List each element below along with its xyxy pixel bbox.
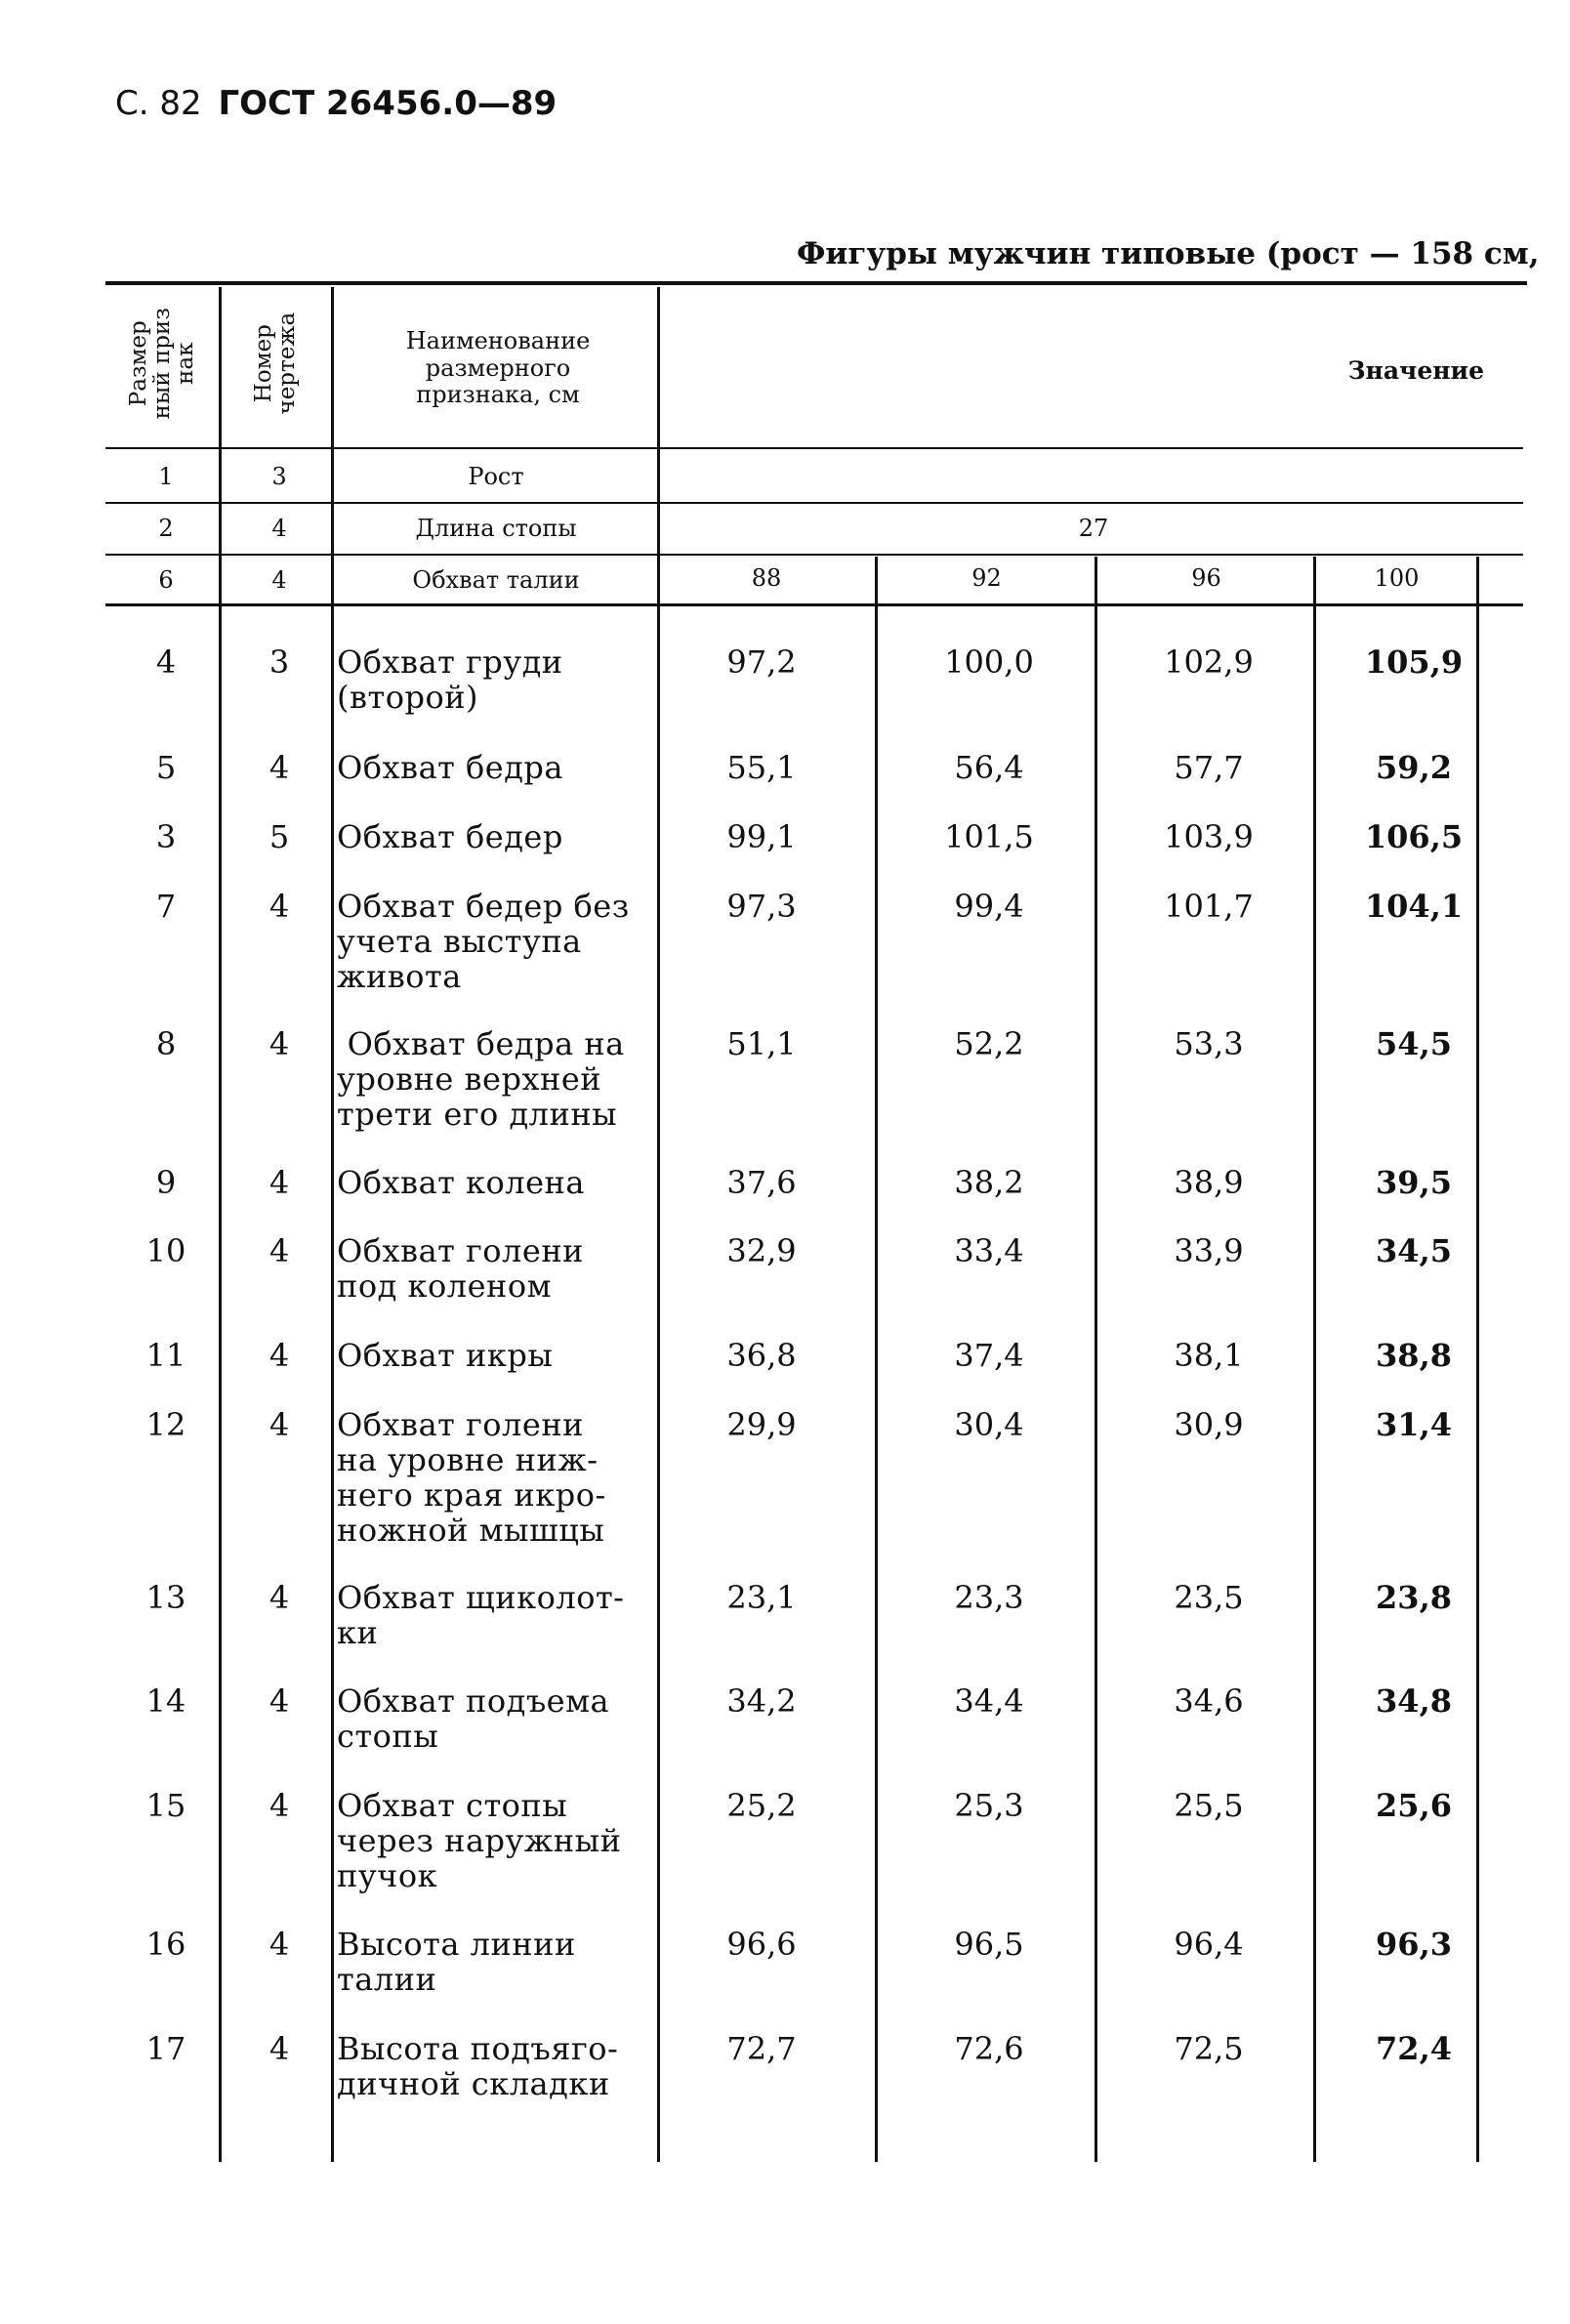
- row-size-number: 3: [155, 818, 177, 855]
- header-feature-name: Наименование размерного признака, см: [405, 327, 591, 409]
- row-size-number: 12: [145, 1406, 186, 1443]
- row-value: 31,4: [1376, 1406, 1452, 1443]
- row-value: 97,2: [726, 643, 797, 681]
- row-drawing-number: 4: [269, 1682, 290, 1720]
- row-drawing-number: 4: [269, 1164, 290, 1201]
- row-feature-name: Обхват стопы через наружный пучок: [337, 1787, 622, 1894]
- row-value: 25,2: [726, 1787, 797, 1824]
- row-feature-name: Обхват бедра: [337, 749, 563, 786]
- row-value: 96,3: [1376, 1926, 1452, 1963]
- row-value: 96,4: [1174, 1926, 1244, 1963]
- subrow-drawing: 4: [271, 515, 287, 542]
- row-size-number: 4: [155, 643, 177, 681]
- row-feature-name: Обхват щиколот- ки: [337, 1579, 625, 1651]
- row-size-number: 7: [155, 888, 177, 925]
- row-size-number: 15: [145, 1787, 186, 1824]
- row-value: 30,4: [954, 1406, 1024, 1443]
- row-feature-name: Высота подъяго- дичной складки: [337, 2030, 619, 2102]
- row-drawing-number: 5: [269, 818, 290, 855]
- row-size-number: 17: [145, 2030, 186, 2067]
- header-drawing-number: Номер чертежа: [250, 311, 300, 415]
- subrow-name: Рост: [468, 463, 524, 490]
- row-value: 99,4: [954, 888, 1024, 925]
- row-rule-2: [105, 554, 1523, 556]
- row-size-number: 5: [155, 749, 177, 786]
- row-size-number: 16: [145, 1926, 186, 1963]
- col-divider-6: [1313, 557, 1316, 2162]
- row-feature-name: Обхват бедер без учета выступа живота: [337, 888, 630, 995]
- row-value: 72,4: [1376, 2030, 1452, 2067]
- row-value: 72,7: [726, 2030, 797, 2067]
- row-drawing-number: 4: [269, 1787, 290, 1824]
- row-value: 102,9: [1164, 643, 1254, 681]
- row-value: 54,5: [1376, 1025, 1452, 1062]
- row-value: 25,6: [1376, 1787, 1452, 1824]
- row-value: 38,2: [954, 1164, 1024, 1201]
- row-size-number: 8: [155, 1025, 177, 1062]
- row-value: 56,4: [954, 749, 1024, 786]
- row-feature-name: Обхват бедра на уровне верхней трети его длины: [337, 1025, 625, 1133]
- row-value: 104,1: [1364, 888, 1464, 925]
- row-value: 23,1: [726, 1579, 797, 1616]
- subrow-value: 27: [1078, 515, 1109, 542]
- row-value: 33,9: [1174, 1232, 1244, 1269]
- col-divider-3: [657, 287, 660, 2162]
- waist-value: 88: [751, 564, 782, 592]
- row-value: 72,5: [1174, 2030, 1244, 2067]
- row-drawing-number: 3: [269, 643, 290, 681]
- row-value: 25,5: [1174, 1787, 1244, 1824]
- row-feature-name: Обхват голени на уровне ниж- него края икро- ножной мышцы: [337, 1406, 606, 1549]
- header-end-rule: [105, 603, 1523, 606]
- row-value: 36,8: [726, 1337, 797, 1374]
- row-feature-name: Обхват подъема стопы: [337, 1682, 610, 1755]
- row-value: 29,9: [726, 1406, 797, 1443]
- row-value: 25,3: [954, 1787, 1024, 1824]
- row-value: 52,2: [954, 1025, 1024, 1062]
- row-feature-name: Обхват груди (второй): [337, 643, 563, 716]
- row-feature-name: Обхват колена: [337, 1164, 585, 1201]
- waist-value: 100: [1374, 564, 1420, 592]
- row-value: 34,2: [726, 1682, 797, 1720]
- row-value: 37,6: [726, 1164, 797, 1201]
- row-value: 101,5: [944, 818, 1034, 855]
- row-rule-1: [105, 502, 1523, 504]
- col-divider-4: [875, 557, 878, 2162]
- row-value: 30,9: [1174, 1406, 1244, 1443]
- row-value: 97,3: [726, 888, 797, 925]
- row-value: 39,5: [1376, 1164, 1452, 1201]
- row-value: 23,3: [954, 1579, 1024, 1616]
- standard-code: ГОСТ 26456.0—89: [218, 84, 558, 123]
- row-value: 57,7: [1174, 749, 1244, 786]
- row-value: 96,6: [726, 1926, 797, 1963]
- row-drawing-number: 4: [269, 1337, 290, 1374]
- row-size-number: 9: [155, 1164, 177, 1201]
- waist-name: Обхват талии: [412, 566, 580, 594]
- row-size-number: 14: [145, 1682, 186, 1720]
- table-top-rule: [105, 281, 1527, 285]
- waist-drawing: 4: [271, 566, 287, 594]
- row-feature-name: Обхват икры: [337, 1337, 554, 1374]
- row-value: 32,9: [726, 1232, 797, 1269]
- waist-size: 6: [158, 566, 174, 594]
- row-value: 33,4: [954, 1232, 1024, 1269]
- subrow-drawing: 3: [271, 463, 287, 490]
- row-drawing-number: 4: [269, 1579, 290, 1616]
- row-drawing-number: 4: [269, 1406, 290, 1443]
- row-value: 96,5: [954, 1926, 1024, 1963]
- row-value: 34,5: [1376, 1232, 1452, 1269]
- row-value: 38,1: [1174, 1337, 1244, 1374]
- header-size-feature: Размер ный приз нак: [125, 307, 199, 420]
- subrow-name: Длина стопы: [415, 515, 577, 542]
- waist-value: 92: [971, 564, 1002, 592]
- row-size-number: 10: [145, 1232, 186, 1269]
- row-value: 53,3: [1174, 1025, 1244, 1062]
- row-value: 34,4: [954, 1682, 1024, 1720]
- row-drawing-number: 4: [269, 2030, 290, 2067]
- row-value: 106,5: [1364, 818, 1464, 855]
- row-drawing-number: 4: [269, 1232, 290, 1269]
- subrow-size: 2: [158, 515, 174, 542]
- row-size-number: 13: [145, 1579, 186, 1616]
- row-value: 99,1: [726, 818, 797, 855]
- row-value: 37,4: [954, 1337, 1024, 1374]
- row-value: 101,7: [1164, 888, 1254, 925]
- row-feature-name: Высота линии талии: [337, 1926, 576, 1998]
- page-header: [115, 84, 557, 123]
- page-number: С. 82: [115, 84, 202, 123]
- row-size-number: 11: [145, 1337, 186, 1374]
- row-value: 103,9: [1164, 818, 1254, 855]
- waist-value: 96: [1191, 564, 1221, 592]
- row-feature-name: Обхват голени под коленом: [337, 1232, 584, 1305]
- row-value: 23,8: [1376, 1579, 1452, 1616]
- row-value: 72,6: [954, 2030, 1024, 2067]
- row-value: 38,9: [1174, 1164, 1244, 1201]
- subrow-size: 1: [158, 463, 174, 490]
- row-value: 55,1: [726, 749, 797, 786]
- row-value: 34,6: [1174, 1682, 1244, 1720]
- row-value: 51,1: [726, 1025, 797, 1062]
- col-divider-5: [1095, 557, 1097, 2162]
- table-caption: Фигуры мужчин типовые (рост — 158 см,: [797, 236, 1540, 271]
- row-value: 38,8: [1376, 1337, 1452, 1374]
- row-value: 100,0: [944, 643, 1034, 681]
- row-value: 23,5: [1174, 1579, 1244, 1616]
- header-value: Значение: [1347, 356, 1484, 385]
- row-drawing-number: 4: [269, 1025, 290, 1062]
- row-feature-name: Обхват бедер: [337, 818, 563, 855]
- header-bottom-rule: [105, 447, 1523, 449]
- col-divider-1: [219, 287, 222, 2162]
- row-drawing-number: 4: [269, 1926, 290, 1963]
- col-divider-2: [331, 287, 334, 2162]
- row-value: 105,9: [1364, 643, 1464, 681]
- row-value: 34,8: [1376, 1682, 1452, 1720]
- row-value: 59,2: [1376, 749, 1452, 786]
- row-drawing-number: 4: [269, 749, 290, 786]
- row-drawing-number: 4: [269, 888, 290, 925]
